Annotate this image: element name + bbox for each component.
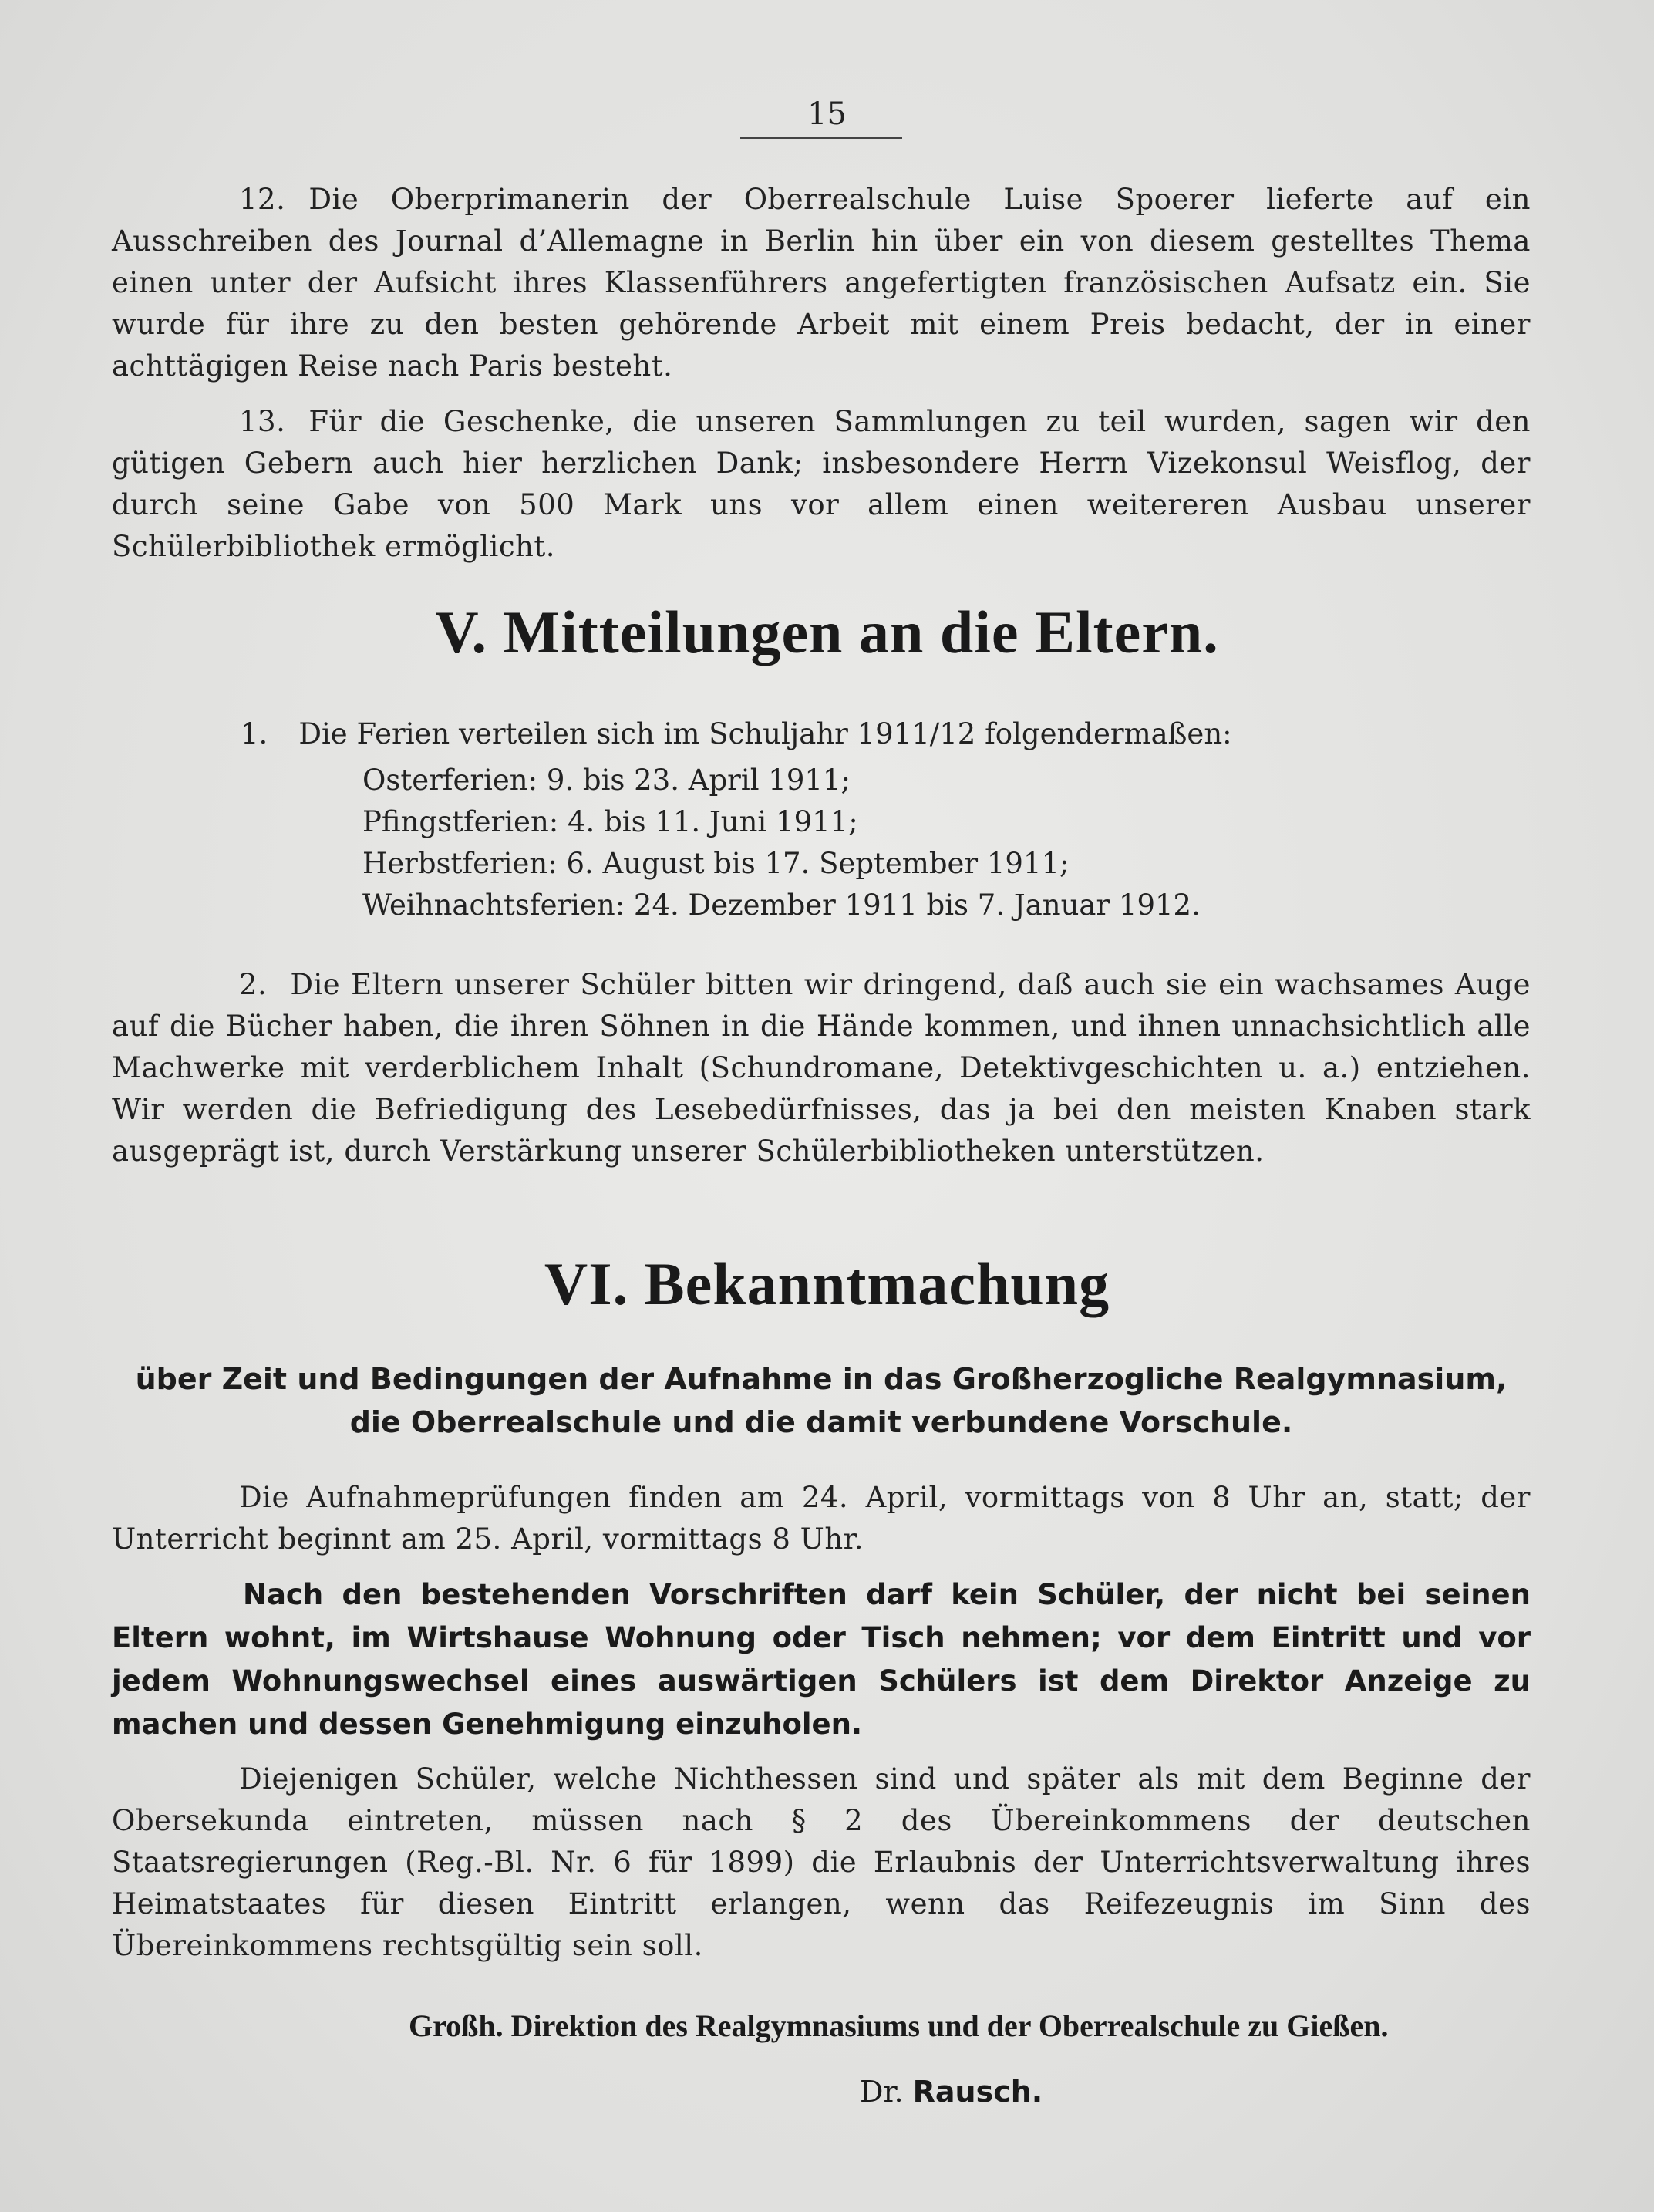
section-v-heading: V. Mitteilungen an die Eltern. <box>435 599 1219 666</box>
aufnahme-text: Die Aufnahmeprüfungen finden am 24. April, vormittags von 8 Uhr an, statt; der Unterricht beginnt am 25. April, vormittags 8 Uhr. <box>112 1481 1531 1556</box>
signature-institution: Großh. Direktion des Realgymnasiums und der Oberrealschule zu Gießen. <box>409 2008 1389 2043</box>
signature-name <box>860 2071 1043 2113</box>
ferien-list <box>362 760 1201 926</box>
ferien-osterferien: Osterferien: 9. bis 23. April 1911; <box>362 764 851 797</box>
nichthessen-paragraph <box>112 1758 1531 1967</box>
ferien-pfingstferien: Pfingstferien: 4. bis 11. Juni 1911; <box>362 805 858 838</box>
item-number: 1. <box>241 717 268 750</box>
nichthessen-text: Diejenigen Schüler, welche Nichthessen sind und später als mit dem Beginne der Obersekunda eintreten, müssen nach § 2 des Übereinkommens der deutschen Staatsregierungen (Reg.-Bl. Nr. 6 für 1899) die Erlaubnis der Unterrichtsverwaltung ihres Heimatstaates für diesen Eintritt erlangen, wenn das Reifezeugnis im Sinn des Übereinkommens rechtsgültig sein soll. <box>112 1762 1531 1962</box>
eltern-item-1 <box>241 713 1232 755</box>
paragraph-12 <box>112 179 1531 387</box>
item-number: 2. <box>239 968 268 1001</box>
paragraph-text: Die Oberprimanerin der Oberrealschule Luise Spoerer lieferte auf ein Ausschreiben des Journal d’Allemagne in Berlin hin über ein von diesem gestelltes Thema einen unter der Aufsicht ihres Klassenführers angefertigten französischen Aufsatz ein. Sie wurde für ihre zu den besten gehörende Arbeit mit einem Preis bedacht, der in einer achttägigen Reise nach Paris besteht. <box>112 183 1531 383</box>
paragraph-text: Für die Geschenke, die unseren Sammlungen zu teil wurden, sagen wir den gütigen Gebern auch hier herzlichen Dank; insbesondere Herrn Vizekonsul Weisflog, der durch seine Gabe von 500 Mark uns vor allem einen weitereren Ausbau unserer Schülerbibliothek ermöglicht. <box>112 405 1531 563</box>
signature-surname: Rausch. <box>912 2075 1043 2109</box>
aufnahme-paragraph <box>112 1477 1531 1560</box>
section-vi-subheading: über Zeit und Bedingungen der Aufnahme in das Großherzogliche Realgymnasium, die Oberrealschule und die damit verbundene Vorschule. <box>135 1362 1507 1439</box>
ferien-weihnachtsferien: Weihnachtsferien: 24. Dezember 1911 bis 7. Januar 1912. <box>362 889 1201 922</box>
notice-text: Nach den bestehenden Vorschriften darf kein Schüler, der nicht bei seinen Eltern wohnt, im Wirtshause Wohnung oder Tisch nehmen; vor dem Eintritt und vor jedem Wohnungswechsel eines auswärtigen Schülers ist dem Direktor Anzeige zu machen und dessen Genehmigung einzuholen. <box>112 1578 1531 1741</box>
paragraph-number: 13. <box>239 405 286 438</box>
item-text: Die Ferien verteilen sich im Schuljahr 1911/12 folgendermaßen: <box>298 717 1232 750</box>
page-number-rule <box>740 137 902 139</box>
ferien-herbstferien: Herbstferien: 6. August bis 17. September 1911; <box>362 847 1070 880</box>
paragraph-number: 12. <box>239 183 286 216</box>
wohnung-notice <box>112 1573 1531 1746</box>
eltern-item-2 <box>112 964 1531 1172</box>
page-number: 15 <box>807 96 847 132</box>
section-vi-heading: VI. Bekanntmachung <box>544 1250 1110 1317</box>
paragraph-13 <box>112 401 1531 568</box>
item-text: Die Eltern unserer Schüler bitten wir dringend, daß auch sie ein wachsames Auge auf die Bücher haben, die ihren Söhnen in die Hände kommen, und ihnen unnachsichtlich alle Machwerke mit verderblichem Inhalt (Schundromane, Detektivgeschichten u. a.) entziehen. Wir werden die Befriedigung des Lesebedürfnisses, das ja bei den meisten Knaben stark ausgeprägt ist, durch Verstärkung unserer Schülerbibliotheken unterstützen. <box>112 968 1531 1168</box>
signature-title: Dr. <box>860 2075 904 2109</box>
